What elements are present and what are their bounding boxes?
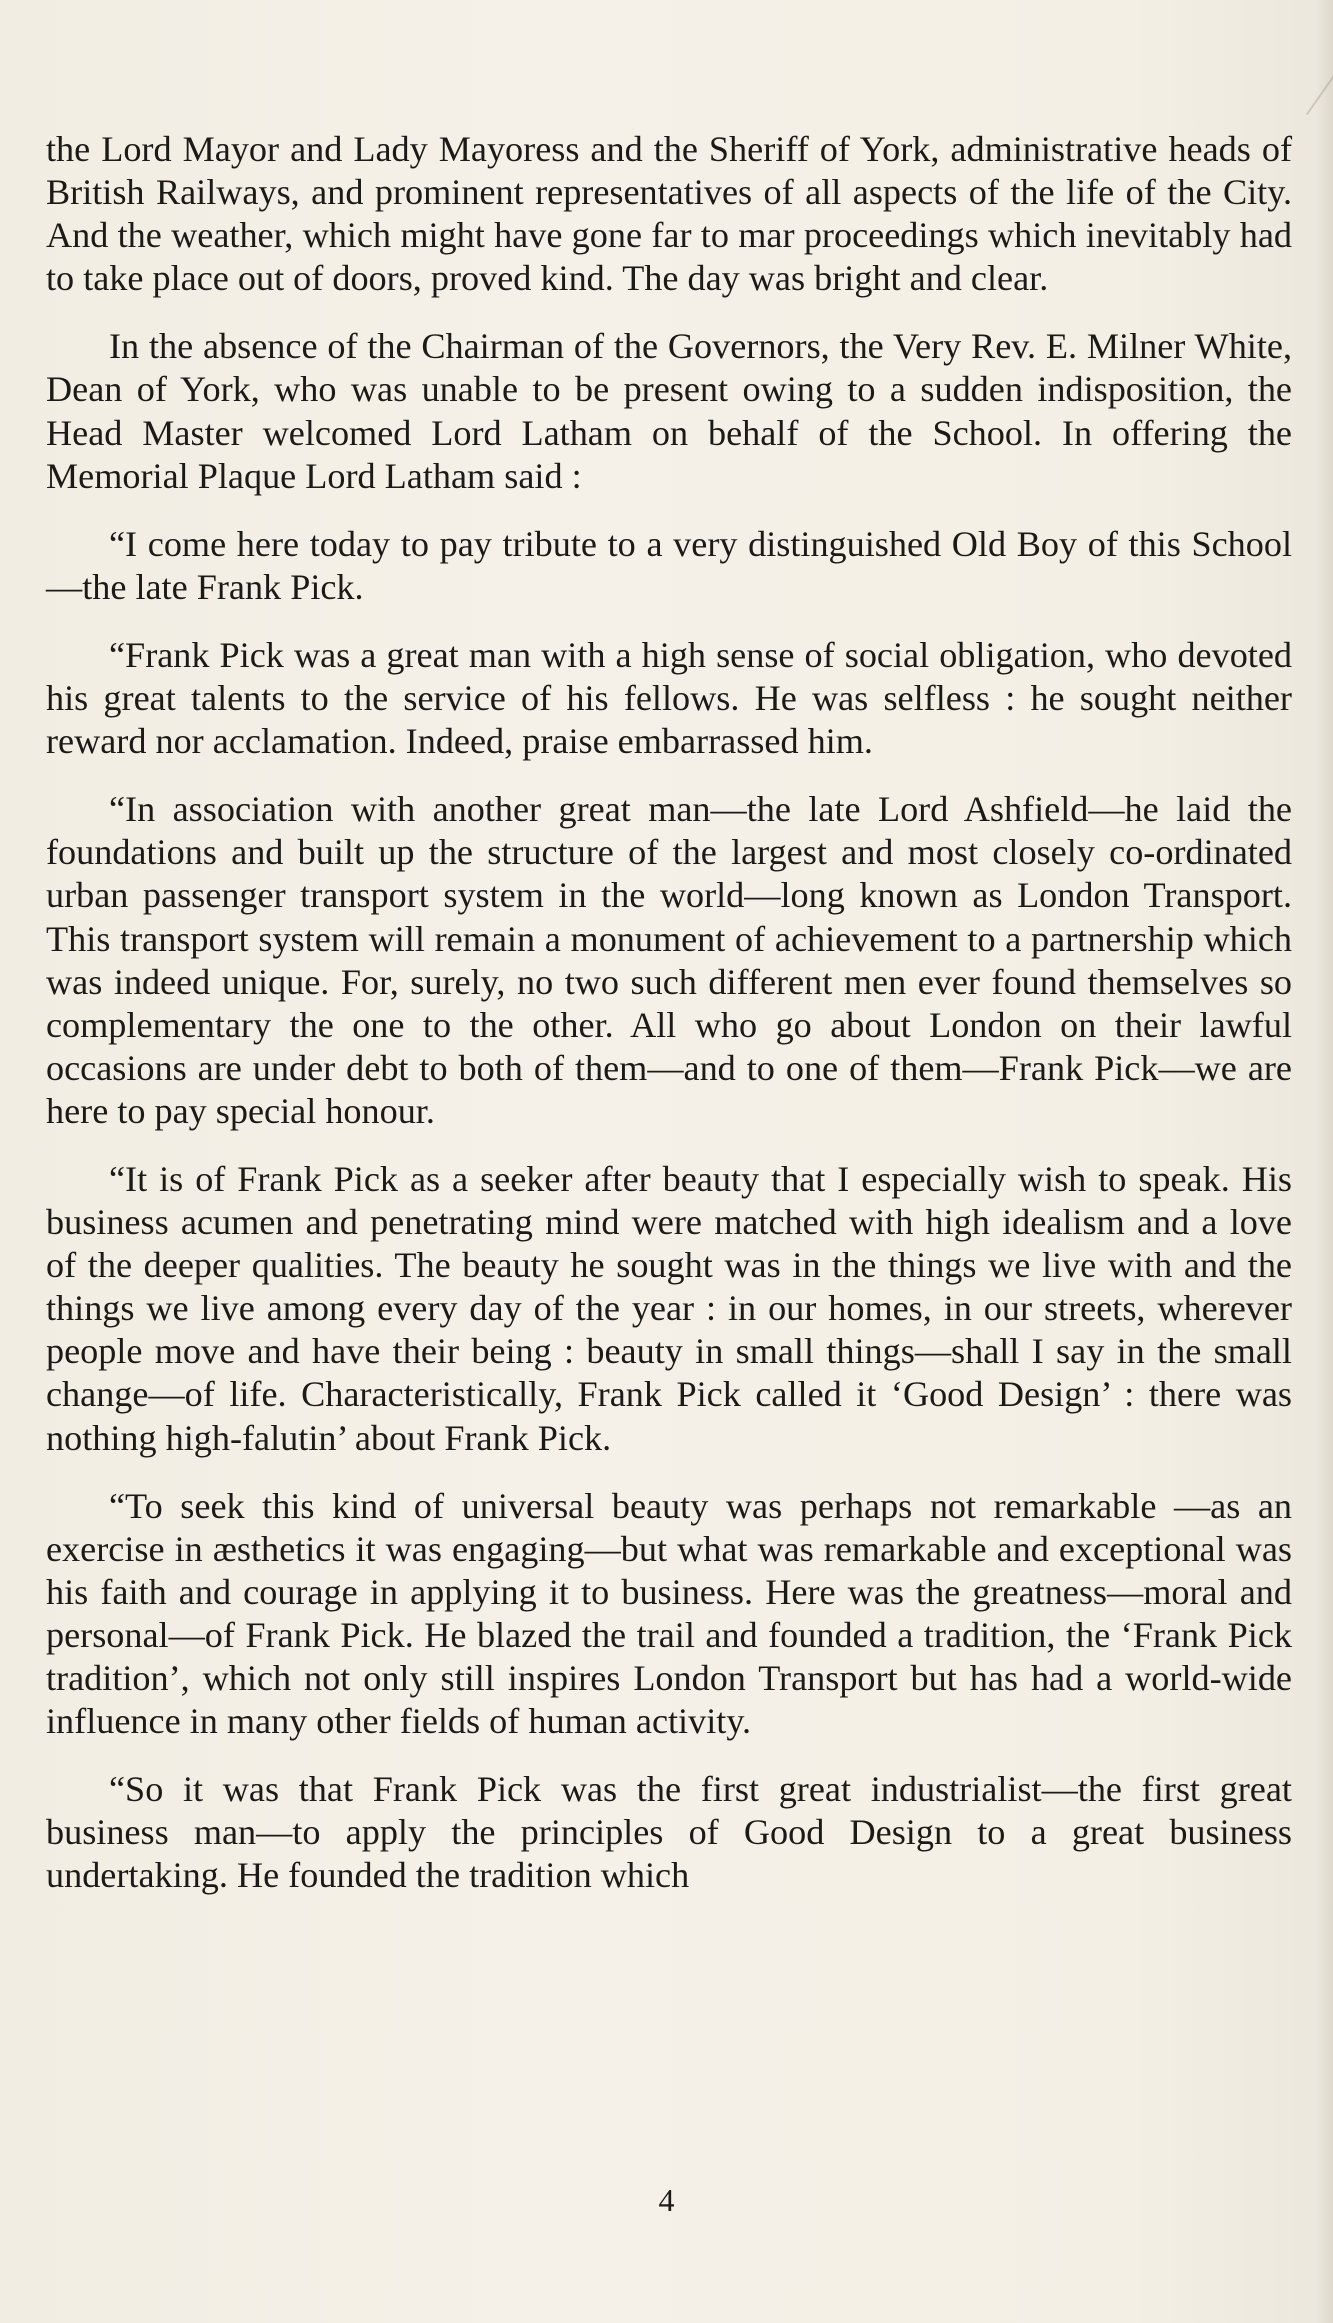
paragraph-2: In the absence of the Chairman of the Governors, the Very Rev. E. Milner White, Dean of York, who was unable to be present owing to a sudden indisposition, the Head Master welcomed Lord Latham on behalf of the School. In offering the Memorial Plaque Lord Latham said : bbox=[46, 326, 1292, 496]
body-text bbox=[46, 128, 1292, 1922]
paragraph-8: “So it was that Frank Pick was the first great industrialist—the first great business man—to apply the principles of Good Design to a great business undertaking. He founded the tradition which bbox=[46, 1769, 1292, 1896]
paragraph-4: “Frank Pick was a great man with a high sense of social obligation, who devoted his great talents to the service of his fellows. He was selfless : he sought neither reward nor acclamation. Indeed, praise embarrassed him. bbox=[46, 634, 1292, 762]
page-number: 4 bbox=[658, 2182, 675, 2218]
page-edge-shadow bbox=[1315, 0, 1333, 2323]
paragraph-7: “To seek this kind of universal beauty was perhaps not remarkable —as an exercise in æsthetics it was engaging—but what was remarkable and exceptional was his faith and courage in applying it to business. Here was the greatness—moral and personal—of Frank Pick. He blazed the trail and founded a tradition, the ‘Frank Pick tradition’, which not only still inspires London Transport but has had a world-wide influence in many other fields of human activity. bbox=[46, 1485, 1292, 1742]
paragraph-5: “In association with another great man—the late Lord Ashfield—he laid the foundations and built up the structure of the largest and most closely co-ordinated urban passenger transport system in the world—long known as London Transport. This transport system will remain a monument of achievement to a partnership which was indeed unique. For, surely, no two such different men ever found themselves so complementary the one to the other. All who go about London on their lawful occasions are under debt to both of them—and to one of them—Frank Pick—we are here to pay special honour. bbox=[46, 789, 1292, 1131]
paragraph-3: “I come here today to pay tribute to a very distinguished Old Boy of this School—the late Frank Pick. bbox=[46, 523, 1292, 607]
paragraph-6: “It is of Frank Pick as a seeker after beauty that I especially wish to speak. His business acumen and penetrating mind were matched with high idealism and a love of the deeper qualities. The beauty he sought was in the things we live with and the things we live among every day of the year : in our homes, in our streets, wherever people move and have their being : beauty in small things—shall I say in the small change—of life. Characteristically, Frank Pick called it ‘Good Design’ : there was nothing high-falutin’ about Frank Pick. bbox=[46, 1158, 1292, 1458]
paragraph-1: the Lord Mayor and Lady Mayoress and the Sheriff of York, administrative heads of British Railways, and prominent representatives of all aspects of the life of the City. And the weather, which might have gone far to mar proceedings which inevitably had to take place out of doors, proved kind. The day was bright and clear. bbox=[46, 129, 1292, 299]
